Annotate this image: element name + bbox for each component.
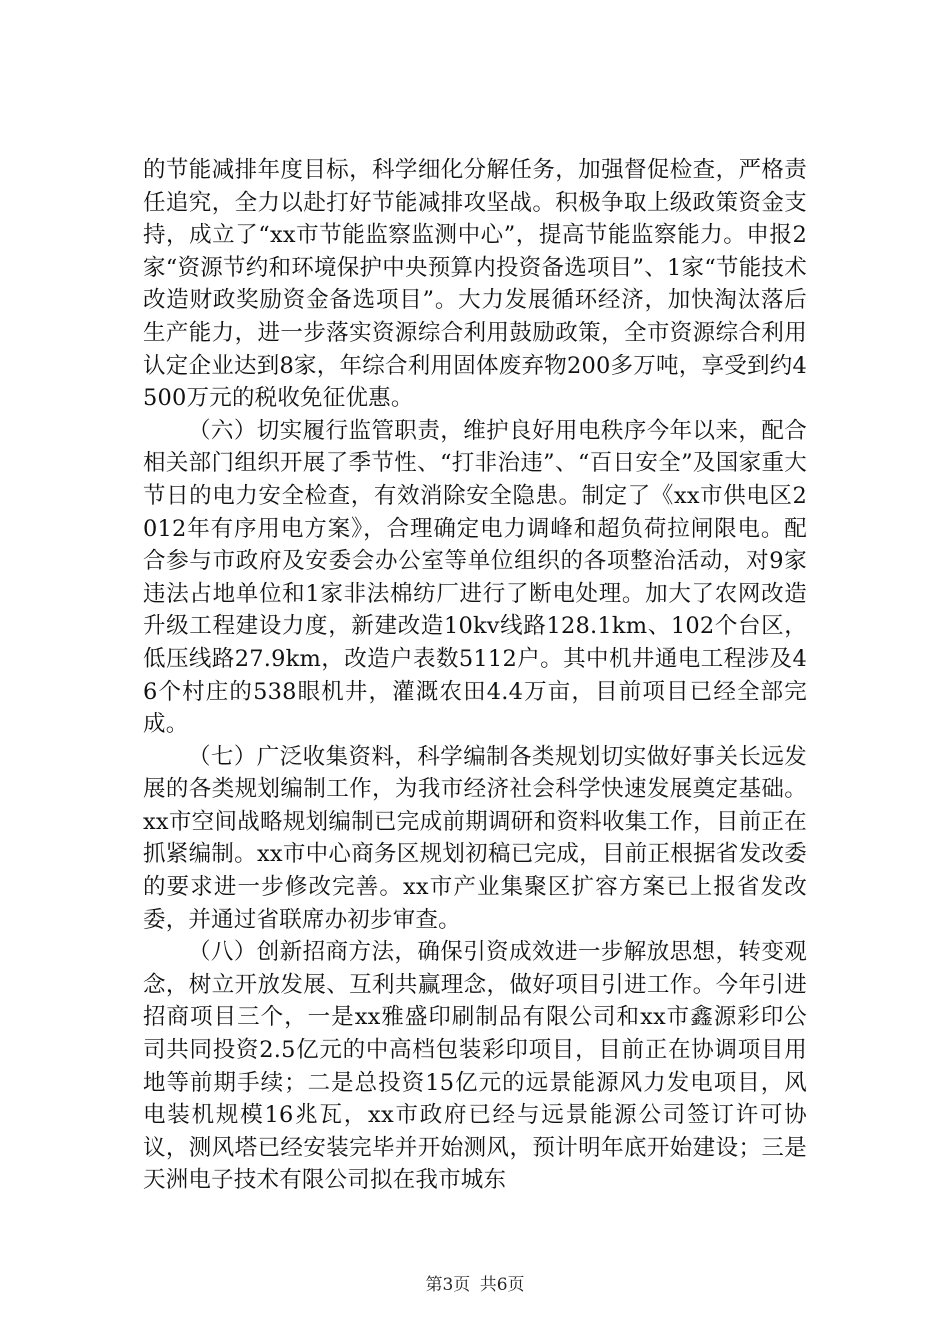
page-number: 第3页 <box>425 1275 471 1295</box>
page-total: 共6页 <box>479 1275 525 1295</box>
paragraph-section-8: （八）创新招商方法，确保引资成效进一步解放思想，转变观念，树立开放发展、互利共赢理念，做好项目引进工作。今年引进招商项目三个，一是xx雅盛印刷制品有限公司和xx市鑫源彩印公司共同投资2.5亿元的中高档包装彩印项目，目前正在协调项目用地等前期手续；二是总投资15亿元的远景能源风力发电项目，风电装机规模16兆瓦，xx市政府已经与远景能源公司签订许可协议，测风塔已经安装完毕并开始测风，预计明年底开始建设；三是天洲电子技术有限公司拟在我市城东 <box>143 939 807 1194</box>
paragraph-section-7: （七）广泛收集资料，科学编制各类规划切实做好事关长远发展的各类规划编制工作，为我市经济社会科学快速发展奠定基础。xx市空间战略规划编制已完成前期调研和资料收集工作，目前正在抓紧编制。xx市中心商务区规划初稿已完成，目前正根据省发改委的要求进一步修改完善。xx市产业集聚区扩容方案已上报省发改委，并通过省联席办初步审查。 <box>143 743 807 933</box>
paragraph-continuation: 的节能减排年度目标，科学细化分解任务，加强督促检查，严格责任追究，全力以赴打好节能减排攻坚战。积极争取上级政策资金支持，成立了“xx市节能监察监测中心”，提高节能监察能力。申报2家“资源节约和环境保护中央预算内投资备选项目”、1家“节能技术改造财政奖励资金备选项目”。大力发展循环经济，加快淘汰落后生产能力，进一步落实资源综合利用鼓励政策，全市资源综合利用认定企业达到8家，年综合利用固体废弃物200多万吨，享受到约4500万元的税收免征优惠。 <box>143 157 807 412</box>
page-footer <box>0 1270 950 1295</box>
document-body <box>143 154 807 1197</box>
paragraph-section-6: （六）切实履行监管职责，维护良好用电秩序今年以来，配合相关部门组织开展了季节性、“打非治违”、“百日安全”及国家重大节日的电力安全检查，有效消除安全隐患。制定了《xx市供电区2012年有序用电方案》，合理确定电力调峰和超负荷拉闸限电。配合参与市政府及安委会办公室等单位组织的各项整治活动，对9家违法占地单位和1家非法棉纺厂进行了断电处理。加大了农网改造升级工程建设力度，新建改造10kv线路128.1km、102个台区，低压线路27.9km，改造户表数5112户。其中机井通电工程涉及46个村庄的538眼机井，灌溉农田4.4万亩，目前项目已经全部完成。 <box>143 417 807 738</box>
